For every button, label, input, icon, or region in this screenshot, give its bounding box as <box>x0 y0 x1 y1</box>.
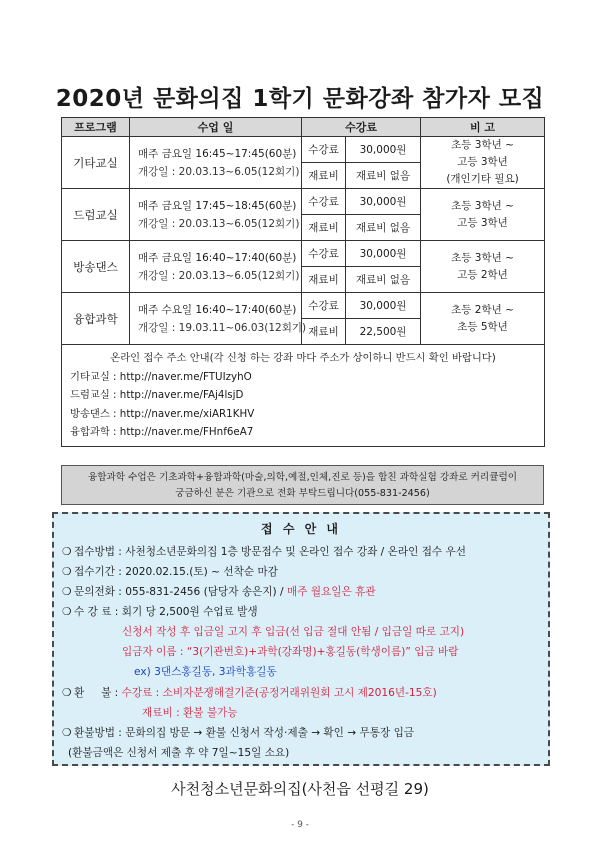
fee-note: 신청서 작성 후 입금일 고지 후 입금(선 입금 절대 안됨 / 입금일 따로 고지) <box>122 626 465 638</box>
note-line: 초등 2학년 ~ <box>451 303 514 316</box>
refund-period: (환불금액은 신청서 제출 후 약 7일~15일 소요) <box>68 747 290 759</box>
fee-note: 입금자 이름 : “3(기관번호)+과학(강좌명)+홍길동(학생이름)” 입금 바람 <box>122 646 459 658</box>
circle-bullet-icon: ❍ <box>62 546 72 558</box>
program-name: 융합과학 <box>62 293 130 345</box>
schedule-time: 매주 수요일 16:40~17:40(60분) <box>138 303 297 316</box>
circle-bullet-icon: ❍ <box>62 566 72 578</box>
material-value: 재료비 없음 <box>346 163 421 189</box>
schedule-opening: 개강일 : 19.03.11~06.03(12회기) <box>138 321 307 334</box>
reception-period <box>62 564 278 579</box>
program-note <box>421 137 545 189</box>
program-schedule <box>130 137 302 189</box>
method-text: 접수방법 : 사천청소년문화의집 1층 방문접수 및 온라인 접수 강좌 / 온라인 접수 우선 <box>74 546 466 558</box>
header-program: 프로그램 <box>62 118 130 137</box>
note-line: 초등 5학년 <box>457 320 508 333</box>
refund-label: 환 불 : <box>74 687 122 699</box>
reception-refund <box>62 685 437 700</box>
online-row <box>62 345 545 447</box>
online-link[interactable]: 융합과학 : http://naver.me/FHnf6eA7 <box>70 426 254 438</box>
note-line: 고등 3학년 <box>457 216 508 229</box>
table-row <box>62 137 545 163</box>
closed-day-text: 매주 월요일은 휴관 <box>287 586 376 598</box>
fee-label: 수강료 <box>302 293 346 319</box>
note-line: 고등 2학년 <box>457 268 508 281</box>
fee-label: 수강료 <box>302 189 346 215</box>
note-line: 초등 3학년 ~ <box>451 199 514 212</box>
fee-text: 수 강 료 : 회기 당 2,500원 수업료 발생 <box>74 606 258 618</box>
period-text: 접수기간 : 2020.02.15.(토) ~ 선착순 마감 <box>74 566 278 578</box>
refund-material: 재료비 : 환불 불가능 <box>142 707 238 719</box>
online-link[interactable]: 드럼교실 : http://naver.me/FAj4lsjD <box>70 389 244 401</box>
fee-value: 30,000원 <box>346 189 421 215</box>
schedule-time: 매주 금요일 16:45~17:45(60분) <box>138 147 297 160</box>
schedule-time: 매주 금요일 16:40~17:40(60분) <box>138 251 297 264</box>
program-note <box>421 189 545 241</box>
header-note: 비 고 <box>421 118 545 137</box>
material-label: 재료비 <box>302 267 346 293</box>
material-label: 재료비 <box>302 319 346 345</box>
table-row <box>62 293 545 319</box>
note-line: 초등 3학년 ~ <box>451 251 514 264</box>
refund-method-text: 환불방법 : 문화의집 방문 → 환불 신청서 작성·제출 → 확인 → 무통장 입금 <box>74 727 415 739</box>
reception-title: 접 수 안 내 <box>261 522 341 536</box>
program-name: 드럼교실 <box>62 189 130 241</box>
material-value: 재료비 없음 <box>346 267 421 293</box>
program-schedule <box>130 189 302 241</box>
online-heading: 온라인 접수 주소 안내(각 신청 하는 강좌 마다 주소가 상이하니 반드시 확인 바랍니다) <box>110 352 496 364</box>
program-schedule <box>130 241 302 293</box>
schedule-opening: 개강일 : 20.03.13~6.05(12회기) <box>138 217 300 230</box>
schedule-opening: 개강일 : 20.03.13~6.05(12회기) <box>138 269 300 282</box>
reception-phone <box>62 584 376 599</box>
table-row <box>62 241 545 267</box>
science-info-box <box>61 465 544 505</box>
online-link[interactable]: 기타교실 : http://naver.me/FTUIzyhO <box>70 370 252 383</box>
info-line: 융합과학 수업은 기초과학+융합과학(마술,의학,예절,인체,진로 등)을 합친 과학실험 강좌로 커리큘럼이 <box>87 472 518 483</box>
phone-text: 문의전화 : 055-831-2456 (담당자 송은지) / <box>74 586 287 598</box>
circle-bullet-icon: ❍ <box>62 606 72 618</box>
page-title: 2020년 문화의집 1학기 문화강좌 참가자 모집 <box>55 86 545 112</box>
circle-bullet-icon: ❍ <box>62 586 72 598</box>
program-name: 방송댄스 <box>62 241 130 293</box>
schedule-opening: 개강일 : 20.03.13~6.05(12회기) <box>138 165 300 178</box>
page-number: - 9 - <box>291 820 309 830</box>
schedule-time: 매주 금요일 17:45~18:45(60분) <box>138 199 297 212</box>
online-link[interactable]: 방송댄스 : http://naver.me/xiAR1KHV <box>70 407 255 420</box>
fee-value: 30,000원 <box>346 241 421 267</box>
fee-value: 30,000원 <box>346 293 421 319</box>
table-header-row <box>62 118 545 137</box>
note-line: (개인기타 필요) <box>446 173 519 185</box>
program-table <box>61 117 545 447</box>
program-schedule <box>130 293 307 345</box>
material-value: 재료비 없음 <box>346 215 421 241</box>
note-line: 초등 3학년 ~ <box>451 139 514 151</box>
fee-value: 30,000원 <box>346 137 421 163</box>
circle-bullet-icon: ❍ <box>62 727 72 739</box>
material-value: 22,500원 <box>346 319 421 345</box>
circle-bullet-icon: ❍ <box>62 687 72 699</box>
material-label: 재료비 <box>302 215 346 241</box>
program-note <box>421 293 545 345</box>
reception-method <box>62 544 466 559</box>
table-row <box>62 189 545 215</box>
reception-box <box>52 512 550 766</box>
material-label: 재료비 <box>302 163 346 189</box>
header-fee: 수강료 <box>302 118 421 137</box>
refund-fee-text: 수강료 : 소비자분쟁해결기준(공정거래위원회 고시 제2016년-15호) <box>121 687 437 699</box>
fee-label: 수강료 <box>302 241 346 267</box>
header-schedule: 수업 일 <box>130 118 302 137</box>
program-name: 기타교실 <box>62 137 130 189</box>
reception-fee <box>62 604 258 619</box>
address: 사천청소년문화의집(사천읍 선평길 29) <box>171 780 429 798</box>
fee-label: 수강료 <box>302 137 346 163</box>
online-info <box>62 345 545 447</box>
info-line: 궁금하신 분은 기관으로 전화 부탁드립니다(055-831-2456) <box>175 488 430 499</box>
reception-refund-method <box>62 725 414 740</box>
fee-example: ex) 3댄스홍길동, 3과학홍길동 <box>134 666 277 678</box>
program-note <box>421 241 545 293</box>
note-line: 고등 3학년 <box>457 156 508 168</box>
